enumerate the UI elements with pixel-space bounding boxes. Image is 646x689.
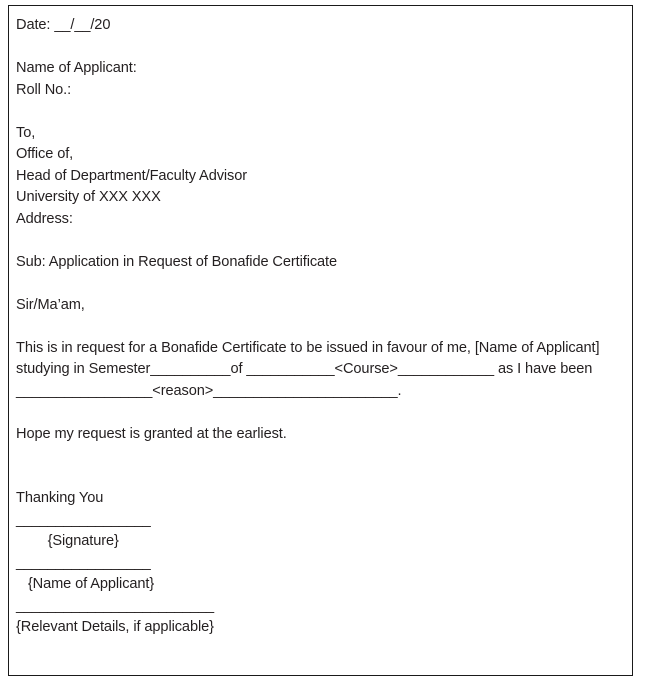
recipient-office: Office of,: [16, 146, 74, 162]
spacer: [16, 402, 632, 424]
salutation: Sir/Ma’am,: [16, 296, 85, 313]
closing-request: Hope my request is granted at the earliest.: [16, 425, 287, 442]
relevant-details-rule: _________________________: [16, 597, 214, 614]
spacer: [16, 37, 632, 59]
applicant-name-caption: {Name of Applicant}: [16, 576, 155, 592]
spacer: [16, 316, 632, 338]
letter-body: [9, 6, 632, 639]
date-line: Date: __/__/20: [16, 17, 111, 33]
thanking-you: Thanking You: [16, 490, 104, 506]
subject-line: Sub: Application in Request of Bonafide Certificate: [16, 253, 338, 270]
document-page: [8, 5, 633, 676]
body-paragraph: This is in request for a Bonafide Certificate to be issued in favour of me, [Name of Applicant] studying in Semester__________of ___________<Course>____________ as I have been _________________<reason>_______________________.: [16, 339, 604, 399]
signature-rule: _________________: [16, 511, 151, 528]
recipient-to: To,: [16, 124, 36, 141]
spacer: [16, 445, 632, 467]
recipient-university: University of XXX XXX: [16, 189, 161, 205]
spacer: [16, 273, 632, 295]
spacer: [16, 101, 632, 123]
signature-caption: {Signature}: [16, 533, 119, 549]
recipient-designation: Head of Department/Faculty Advisor: [16, 167, 248, 184]
relevant-details-caption: {Relevant Details, if applicable}: [16, 619, 214, 635]
applicant-name-rule: _________________: [16, 554, 151, 571]
spacer: [16, 467, 632, 489]
spacer: [16, 230, 632, 252]
recipient-address-label: Address:: [16, 210, 73, 227]
applicant-roll-no-label: Roll No.:: [16, 81, 72, 98]
applicant-name-label: Name of Applicant:: [16, 60, 137, 76]
